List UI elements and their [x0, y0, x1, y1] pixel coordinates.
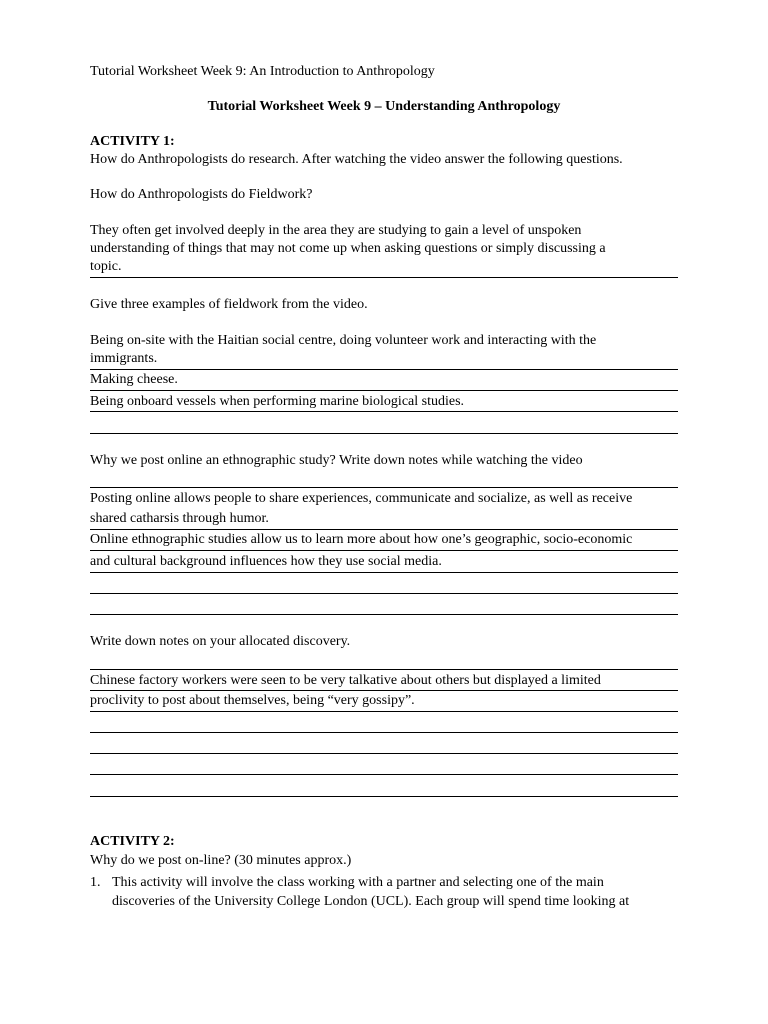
answer-line: immigrants. [90, 351, 158, 366]
answer-rule [90, 669, 678, 670]
answer-line: Posting online allows people to share experiences, communicate and socialize, as well as receive [90, 491, 633, 506]
answer-rule [90, 593, 678, 594]
answer-rule [90, 614, 678, 615]
answer-rule [90, 732, 678, 733]
question-examples: Give three examples of fieldwork from the video. [90, 297, 368, 312]
list-item-line: discoveries of the University College London (UCL). Each group will spend time looking at [112, 894, 630, 909]
header-line: Tutorial Worksheet Week 9: An Introduction to Anthropology [90, 64, 435, 79]
answer-rule [90, 690, 678, 691]
answer-rule [90, 277, 678, 278]
answer-rule [90, 711, 678, 712]
activity1-heading: ACTIVITY 1: [90, 134, 175, 149]
answer-rule [90, 572, 678, 573]
answer-line: Chinese factory workers were seen to be very talkative about others but displayed a limited [90, 673, 601, 688]
answer-line: Online ethnographic studies allow us to learn more about how one’s geographic, socio-economic [90, 532, 633, 547]
answer-rule [90, 369, 678, 370]
answer-rule [90, 774, 678, 775]
answer-line: proclivity to post about themselves, being “very gossipy”. [90, 693, 415, 708]
answer-rule [90, 411, 678, 412]
activity1-intro: How do Anthropologists do research. After watching the video answer the following questions. [90, 152, 623, 167]
answer-rule [90, 433, 678, 434]
answer-line: understanding of things that may not come up when asking questions or simply discussing a [90, 241, 606, 256]
question-online-study: Why we post online an ethnographic study? Write down notes while watching the video [90, 453, 583, 468]
activity2-intro: Why do we post on-line? (30 minutes approx.) [90, 853, 352, 868]
answer-line: topic. [90, 259, 122, 274]
answer-rule [90, 529, 678, 530]
answer-rule [90, 487, 678, 488]
answer-rule [90, 390, 678, 391]
answer-line: Making cheese. [90, 372, 178, 387]
answer-line: They often get involved deeply in the area they are studying to gain a level of unspoken [90, 223, 582, 238]
answer-line: Being on-site with the Haitian social centre, doing volunteer work and interacting with the [90, 333, 597, 348]
answer-rule [90, 550, 678, 551]
page-title: Tutorial Worksheet Week 9 – Understanding Anthropology [207, 99, 561, 114]
answer-line: Being onboard vessels when performing marine biological studies. [90, 394, 465, 409]
activity2-heading: ACTIVITY 2: [90, 834, 175, 849]
question-fieldwork: How do Anthropologists do Fieldwork? [90, 187, 313, 202]
question-discovery: Write down notes on your allocated discovery. [90, 634, 351, 649]
answer-line: shared catharsis through humor. [90, 511, 269, 526]
answer-line: and cultural background influences how they use social media. [90, 554, 442, 569]
list-item-line: This activity will involve the class working with a partner and selecting one of the main [112, 875, 604, 890]
answer-rule [90, 796, 678, 797]
list-item-number: 1. [90, 875, 101, 890]
answer-rule [90, 753, 678, 754]
